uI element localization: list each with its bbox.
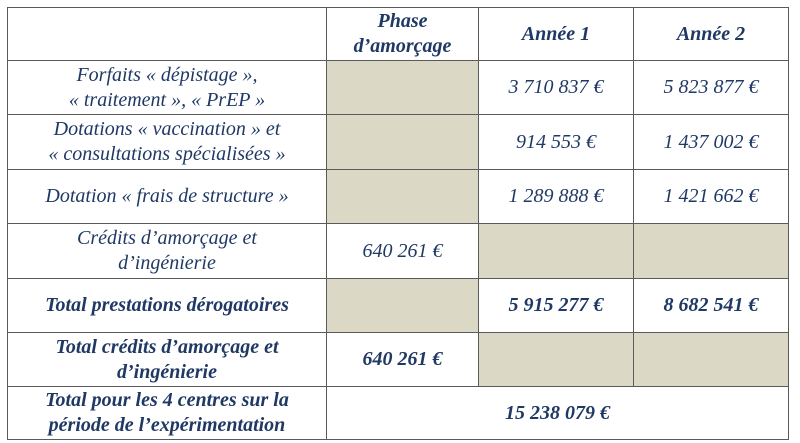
total-row — [8, 333, 789, 387]
row-year-2-cell: 8 682 541 € — [634, 279, 789, 333]
row-label: Forfaits « dépistage », « traitement », « PrEP » — [8, 61, 327, 115]
row-phase-cell — [327, 170, 479, 224]
row-year-1-cell: 5 915 277 € — [479, 279, 634, 333]
row-year-1-cell: 1 289 888 € — [479, 170, 634, 224]
row-phase-cell — [327, 61, 479, 115]
header-empty-cell — [8, 8, 327, 61]
row-label: Dotations « vaccination » et « consultations spécialisées » — [8, 115, 327, 170]
row-year-1-cell: 914 553 € — [479, 115, 634, 170]
row-year-1-cell: 3 710 837 € — [479, 61, 634, 115]
table-row — [8, 224, 789, 279]
total-row — [8, 279, 789, 333]
header-year-1: Année 1 — [479, 8, 634, 61]
grand-total-row — [8, 387, 789, 440]
row-year-2-cell — [634, 333, 789, 387]
header-year-2: Année 2 — [634, 8, 789, 61]
row-phase-cell: 640 261 € — [327, 224, 479, 279]
row-phase-cell: 640 261 € — [327, 333, 479, 387]
header-phase: Phase d’amorçage — [327, 8, 479, 61]
row-phase-cell — [327, 115, 479, 170]
row-year-2-cell — [634, 224, 789, 279]
grand-total-label: Total pour les 4 centres sur la période de l’expérimentation — [8, 387, 327, 440]
row-label: Dotation « frais de structure » — [8, 170, 327, 224]
row-label: Total crédits d’amorçage et d’ingénierie — [8, 333, 327, 387]
table-row — [8, 115, 789, 170]
header-row — [8, 8, 789, 61]
row-phase-cell — [327, 279, 479, 333]
table-row — [8, 170, 789, 224]
row-year-2-cell: 1 421 662 € — [634, 170, 789, 224]
row-label: Total prestations dérogatoires — [8, 279, 327, 333]
row-label: Crédits d’amorçage et d’ingénierie — [8, 224, 327, 279]
grand-total-value: 15 238 079 € — [327, 387, 789, 440]
row-year-1-cell — [479, 333, 634, 387]
row-year-1-cell — [479, 224, 634, 279]
budget-table — [7, 7, 789, 440]
row-year-2-cell: 1 437 002 € — [634, 115, 789, 170]
row-year-2-cell: 5 823 877 € — [634, 61, 789, 115]
table-row — [8, 61, 789, 115]
